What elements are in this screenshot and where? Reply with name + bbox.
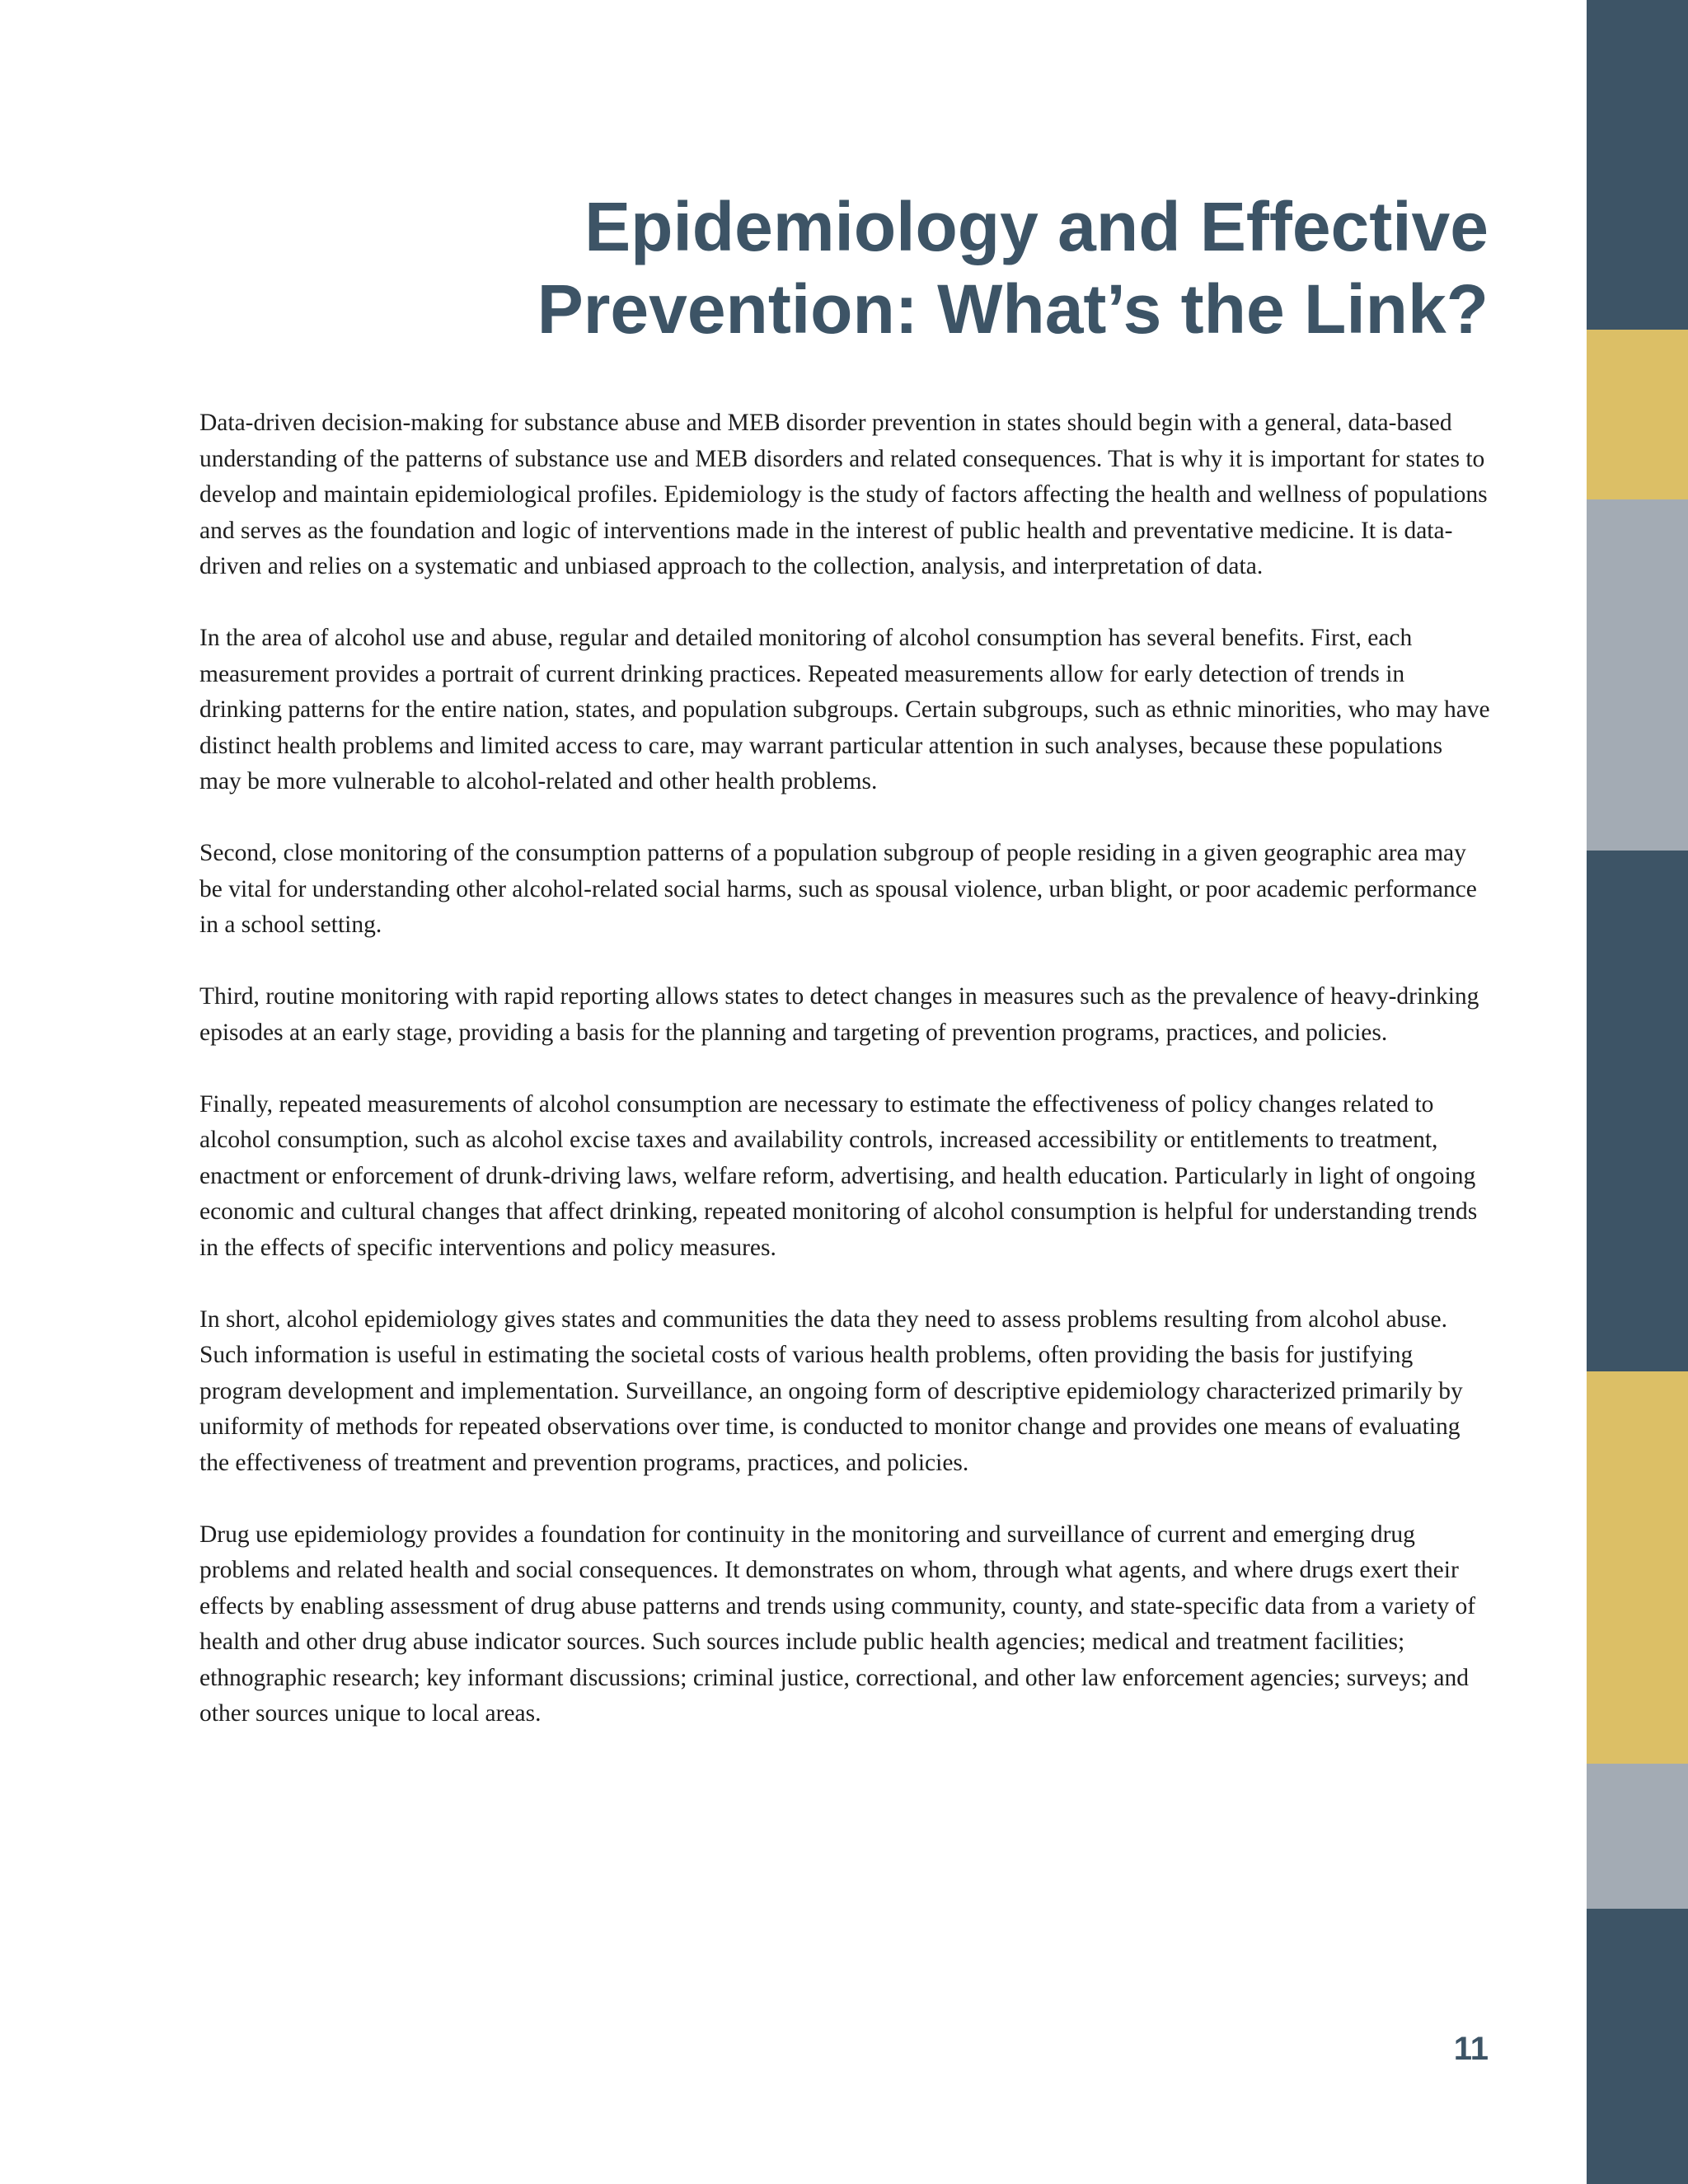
paragraph-epidemiology-intro: Data-driven decision-making for substance abuse and MEB disorder prevention in states should begin with a general, data-based understanding of the patterns of substance use and MEB disorders and related consequences. That is why it is important for states to develop and maintain epidemiological profiles. Epidemiology is the study of factors affecting the health and wellness of populations and serves as the foundation and logic of interventions made in the interest of public health and preventative medicine. It is data-driven and relies on a systematic and unbiased approach to the collection, analysis, and interpretation of data. xyxy=(199,410,1488,579)
side-bar-segment-gray xyxy=(1587,1764,1688,1909)
page-title xyxy=(462,185,1489,350)
paragraph-drug-use-epidemiology: Drug use epidemiology provides a foundation for continuity in the monitoring and surveillance of current and emerging drug problems and related health and social consequences. It demonstrates on whom, through what agents, and where drugs exert their effects by enabling assessment of drug abuse patterns and trends using community, county, and state-specific data from a variety of health and other drug abuse indicator sources. Such sources include public health agencies; medical and treatment facilities; ethnographic research; key informant discussions; criminal justice, correctional, and other law enforcement agencies; surveys; and other sources unique to local areas. xyxy=(199,1521,1476,1727)
paragraph-third-benefit: Third, routine monitoring with rapid reporting allows states to detect changes in measures such as the prevalence of heavy-drinking episodes at an early stage, providing a basis for the planning and targeting of prevention programs, practices, and policies. xyxy=(199,983,1479,1046)
page-number: 11 xyxy=(1453,2031,1489,2067)
paragraph-in-short: In short, alcohol epidemiology gives states and communities the data they need to assess problems resulting from alcohol abuse. Such information is useful in estimating the societal costs of various health problems, often providing the basis for justifying program development and implementation. Surveillance, an ongoing form of descriptive epidemiology characterized primarily by uniformity of methods for repeated observations over time, is conducted to monitor change and provides one means of evaluating the effectiveness of treatment and prevention programs, practices, and policies. xyxy=(199,1305,1463,1476)
page-title-line-2: Prevention: What’s the Link? xyxy=(537,270,1489,348)
paragraph-second-benefit: Second, close monitoring of the consumption patterns of a population subgroup of people residing in a given geographic area may be vital for understanding other alcohol-related social harms, such as spousal violence, urban blight, or poor academic performance in a school setting. xyxy=(199,840,1477,938)
side-bar-segment-gold xyxy=(1587,330,1688,499)
side-bar-segment-gray xyxy=(1587,499,1688,851)
page-title-line-1: Epidemiology and Effective xyxy=(584,188,1489,265)
paragraph-alcohol-monitoring-benefits: In the area of alcohol use and abuse, regular and detailed monitoring of alcohol consumption has several benefits. First, each measurement provides a portrait of current drinking practices. Repeated measurements allow for early detection of trends in drinking patterns for the entire nation, states, and population subgroups. Certain subgroups, such as ethnic minorities, who may have distinct health problems and limited access to care, may warrant particular attention in such analyses, because these populations may be more vulnerable to alcohol-related and other health problems. xyxy=(199,625,1490,794)
paragraph-final-benefit: Finally, repeated measurements of alcohol consumption are necessary to estimate the effectiveness of policy changes related to alcohol consumption, such as alcohol excise taxes and availability controls, increased accessibility or entitlements to treatment, enactment or enforcement of drunk-driving laws, welfare reform, advertising, and health education. Particularly in light of ongoing economic and cultural changes that affect drinking, repeated monitoring of alcohol consumption is helpful for understanding trends in the effects of specific interventions and policy measures. xyxy=(199,1090,1478,1261)
side-bar-segment-slate xyxy=(1587,0,1688,330)
side-bar-segment-slate xyxy=(1587,851,1688,1371)
decorative-side-bar xyxy=(1587,0,1688,2184)
body-text xyxy=(199,405,1490,1768)
side-bar-segment-gold xyxy=(1587,1371,1688,1764)
side-bar-segment-slate xyxy=(1587,1909,1688,2184)
